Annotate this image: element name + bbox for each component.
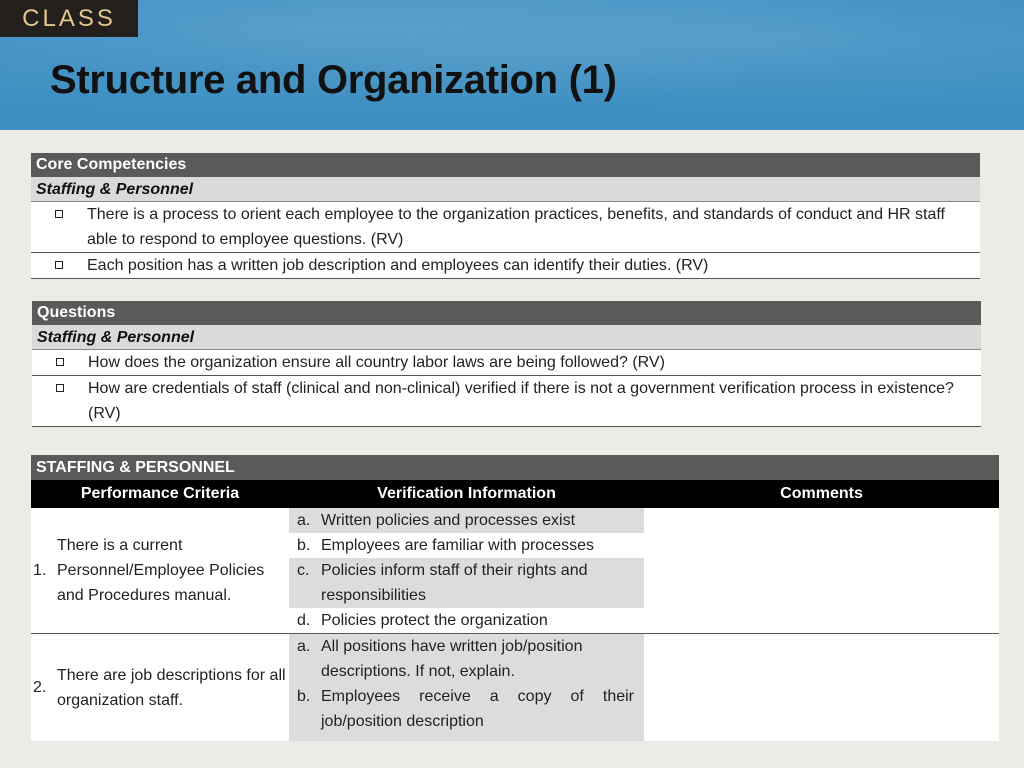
verification-text: Policies protect the organization (321, 612, 548, 629)
table-section-header: STAFFING & PERSONNEL (31, 455, 999, 480)
verification-text: Employees receive a copy of their job/position description (321, 688, 634, 730)
table-row (31, 508, 999, 634)
verification-letter: d. (297, 612, 311, 629)
verification-item (289, 684, 644, 734)
verification-letter: a. (297, 512, 311, 529)
table-row (31, 634, 999, 742)
verification-letter: c. (297, 562, 310, 579)
comments-cell[interactable] (644, 634, 999, 742)
checkbox-bullet-icon (31, 253, 87, 278)
core-competencies-block (31, 153, 980, 279)
performance-criteria-cell: There is a current Personnel/Employee Policies and Procedures manual. (53, 508, 289, 634)
row-number: 1. (31, 508, 53, 634)
verification-item (289, 608, 644, 633)
column-header-performance-criteria: Performance Criteria (31, 480, 289, 508)
list-item-text: There is a process to orient each employee to the organization practices, benefits, and standards of conduct and HR staff able to respond to employee questions. (RV) (87, 206, 945, 248)
questions-subheader: Staffing & Personnel (32, 325, 981, 350)
verification-item (289, 634, 644, 684)
class-logo: CLASS (0, 0, 138, 37)
slide-title: Structure and Organization (1) (50, 58, 617, 102)
verification-cell (289, 634, 644, 742)
verification-item (289, 533, 644, 558)
list-item-text: Each position has a written job description and employees can identify their duties. (RV) (87, 257, 709, 274)
verification-letter: a. (297, 638, 311, 655)
cell-fill (289, 734, 644, 741)
questions-block (32, 301, 981, 427)
column-header-verification-information: Verification Information (289, 480, 644, 508)
list-item (32, 350, 981, 376)
verification-cell (289, 508, 644, 634)
list-item (31, 253, 980, 279)
performance-criteria-cell: There are job descriptions for all organization staff. (57, 666, 286, 709)
checkbox-bullet-icon (32, 350, 88, 375)
column-header-comments: Comments (644, 480, 999, 508)
checkbox-bullet-icon (31, 202, 87, 252)
comments-cell[interactable] (644, 508, 999, 634)
slide-header (0, 0, 1024, 130)
verification-item (289, 508, 644, 533)
row-number: 2. (33, 678, 47, 696)
list-item (32, 376, 981, 427)
verification-letter: b. (297, 537, 311, 554)
list-item (31, 202, 980, 253)
verification-text: Employees are familiar with processes (321, 537, 594, 554)
core-competencies-header: Core Competencies (31, 153, 980, 177)
verification-text: Policies inform staff of their rights and responsibilities (321, 562, 588, 604)
core-competencies-subheader: Staffing & Personnel (31, 177, 980, 202)
list-item-text: How are credentials of staff (clinical and non-clinical) verified if there is not a government verification process in existence? (RV) (88, 380, 954, 422)
verification-item (289, 558, 644, 608)
list-item-text: How does the organization ensure all country labor laws are being followed? (RV) (88, 354, 665, 371)
staffing-performance-table (31, 455, 999, 741)
questions-header: Questions (32, 301, 981, 325)
verification-text: All positions have written job/position descriptions. If not, explain. (321, 638, 583, 680)
verification-letter: b. (297, 688, 311, 705)
checkbox-bullet-icon (32, 376, 88, 426)
verification-text: Written policies and processes exist (321, 512, 576, 529)
